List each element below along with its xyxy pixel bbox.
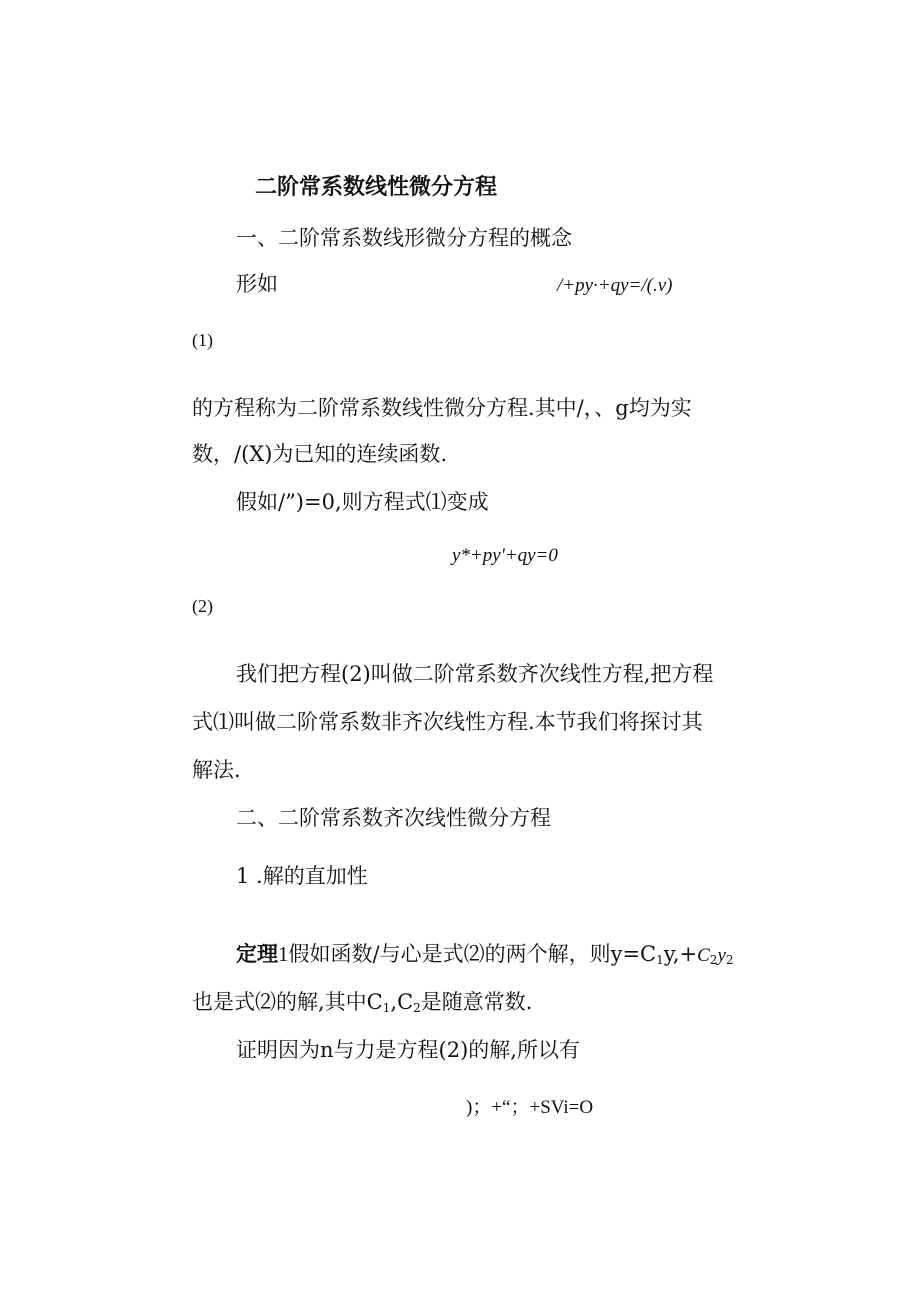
document-title: 二阶常系数线性微分方程 [255, 175, 498, 200]
paragraph-3-line-3: 解法. [192, 758, 241, 782]
theorem-line-2-subscript-2: 2 [413, 1001, 421, 1015]
theorem-line-1 [236, 940, 734, 970]
equation-2-number: (2) [192, 596, 213, 616]
theorem-line-2-subscript-1: 1 [382, 1001, 391, 1015]
equation-1-number: (1) [192, 330, 213, 350]
theorem-text-d: y [717, 945, 726, 966]
paragraph-3-line-2: 式⑴叫做二阶常系数非齐次线性方程.本节我们将探讨其 [192, 710, 703, 734]
theorem-text-b: y,+ [663, 942, 698, 966]
paragraph-3-line-1: 我们把方程(2)叫做二阶常系数齐次线性方程,把方程 [236, 662, 714, 686]
form-label: 形如 [236, 272, 278, 296]
theorem-text-c: C [697, 945, 710, 966]
theorem-number: 1 [278, 942, 289, 966]
theorem-line-2-b: ,C [390, 990, 414, 1014]
theorem-subscript-1: 1 [656, 953, 664, 967]
theorem-line-2-a: 也是式⑵的解,其中C [192, 990, 383, 1014]
paragraph-2: 假如/”)=0,则方程式⑴变成 [236, 490, 489, 514]
section-2-subheading: 1 .解的直加性 [236, 864, 368, 888]
equation-3: )；+“；+SVi=O [466, 1097, 594, 1118]
theorem-subscript-2: 2 [709, 953, 718, 967]
proof-text: 证明因为n与力是方程(2)的解,所以有 [236, 1038, 580, 1062]
paragraph-1-line-1: 的方程称为二阶常系数线性微分方程.其中/，、g均为实 [192, 396, 692, 420]
section-1-heading: 一、二阶常系数线形微分方程的概念 [236, 226, 572, 250]
section-2-heading: 二、二阶常系数齐次线性微分方程 [236, 806, 551, 830]
theorem-line-2 [192, 988, 532, 1016]
theorem-subscript-3: 2 [725, 953, 734, 967]
theorem-line-2-c: 是随意常数. [420, 990, 533, 1014]
paragraph-1-line-2: 数，/(X)为已知的连续函数. [192, 442, 448, 466]
equation-1: /+py·+qy=/(.v) [557, 275, 673, 296]
equation-2: y*+py'+qy=0 [452, 545, 558, 566]
theorem-label: 定理 [236, 942, 278, 966]
theorem-text-a: 假如函数/与心是式⑵的两个解，则y=C [288, 942, 657, 966]
